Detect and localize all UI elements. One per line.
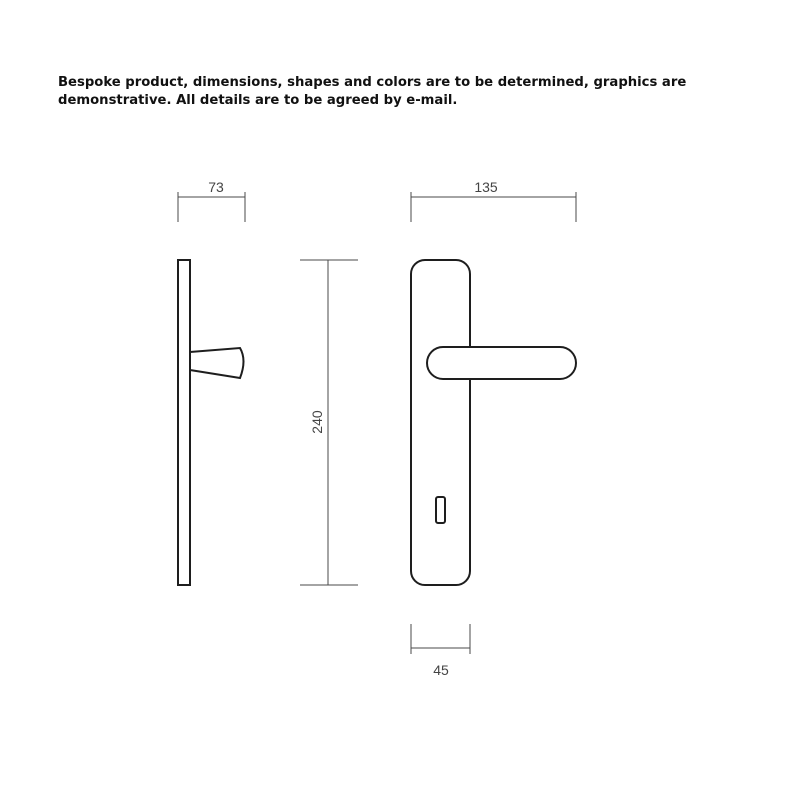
- dimension-plate-width: [411, 624, 470, 678]
- side-view-lever: [190, 348, 244, 378]
- disclaimer-line-1: Bespoke product, dimensions, shapes and colors are to be determined, graphics are: [58, 75, 687, 90]
- dim-240-label: 240: [309, 410, 325, 434]
- keyhole-slot: [436, 497, 445, 523]
- dim-73-label: 73: [208, 179, 224, 195]
- dim-135-label: 135: [474, 179, 498, 195]
- dimension-height: [300, 260, 358, 585]
- front-view: [411, 260, 576, 585]
- side-view: [178, 260, 244, 585]
- dimension-total-width: [411, 179, 576, 222]
- disclaimer-line-2: demonstrative. All details are to be agreed by e-mail.: [58, 93, 458, 108]
- dimension-side-depth: [178, 179, 245, 222]
- side-view-plate: [178, 260, 190, 585]
- front-view-backplate: [411, 260, 470, 585]
- dim-45-label: 45: [433, 662, 449, 678]
- front-view-lever-handle: [427, 347, 576, 379]
